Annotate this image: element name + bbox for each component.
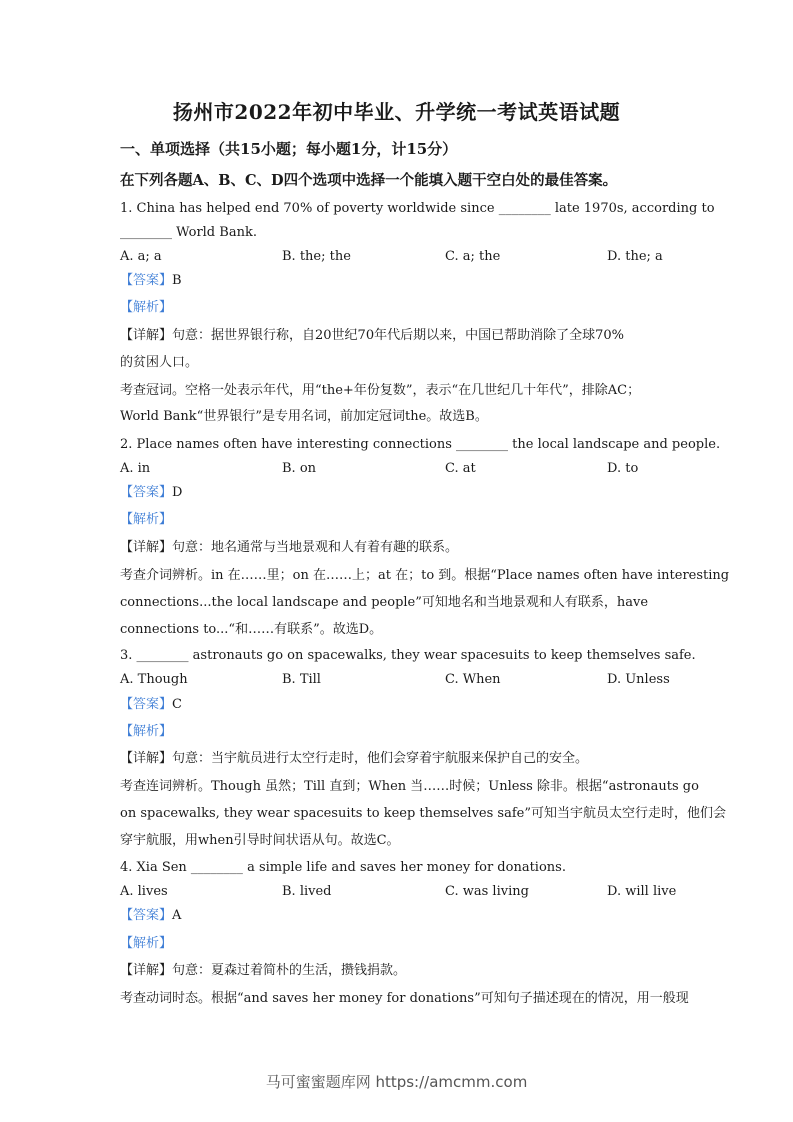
option-d: D. to	[607, 461, 639, 476]
page-title: 扬州市2022年初中毕业、升学统一考试英语试题	[172, 100, 621, 124]
detail-text: 的贫困人口。	[120, 355, 199, 370]
detail-line	[120, 750, 588, 768]
answer-tag: 【答案】	[120, 273, 173, 288]
answer-value: B	[172, 273, 182, 288]
instruction: 在下列各题A、B、C、D四个选项中选择一个能填入题干空白处的最佳答案。	[120, 172, 618, 189]
analysis-tag: 【解析】	[120, 300, 173, 315]
answer-line	[120, 484, 182, 502]
answer-tag: 【答案】	[120, 697, 173, 712]
answer-value: A	[172, 908, 182, 923]
option-a: A. in	[120, 461, 151, 476]
question-stem: 2. Place names often have interesting connections ________ the local landscape and people.	[120, 437, 721, 452]
option-c: C. at	[445, 461, 476, 476]
option-a: A. Though	[120, 672, 188, 687]
detail-line	[120, 327, 624, 345]
option-b: B. the; the	[282, 249, 351, 264]
explanation-text: 考查动词时态。根据“and saves her money for donations”可知句子描述现在的情况，用一般现	[120, 991, 689, 1006]
option-c: C. When	[445, 672, 501, 687]
explanation-text: 考查介词辨析。in 在……里；on 在……上；at 在；to 到。根据“Place names often have interesting	[120, 568, 730, 583]
section-heading: 一、单项选择（共15小题；每小题1分，计15分）	[120, 140, 458, 158]
analysis-tag: 【解析】	[120, 512, 173, 527]
detail-text: 句意：夏森过着简朴的生活，攒钱捐款。	[172, 963, 407, 978]
option-d: D. the; a	[607, 249, 663, 264]
footer-watermark: 马可蜜蜜题库网 https://amcmm.com	[265, 1073, 528, 1091]
question-stem: 3. ________ astronauts go on spacewalks, they wear spacesuits to keep themselves safe.	[120, 648, 696, 663]
detail-text: 句意：地名通常与当地景观和人有着有趣的联系。	[172, 540, 459, 555]
question-stem: ________ World Bank.	[120, 225, 257, 240]
answer-value: C	[172, 697, 182, 712]
detail-text: 句意：据世界银行称，自20世纪70年代后期以来，中国已帮助消除了全球70%	[172, 328, 624, 343]
analysis-tag: 【解析】	[120, 724, 173, 739]
question-stem: 1. China has helped end 70% of poverty worldwide since ________ late 1970s, according to	[120, 201, 715, 216]
option-b: B. on	[282, 461, 317, 476]
option-d: D. Unless	[607, 672, 670, 687]
answer-line	[120, 907, 181, 925]
detail-line	[120, 539, 458, 557]
answer-tag: 【答案】	[120, 908, 173, 923]
option-c: C. a; the	[445, 249, 501, 264]
explanation-text: 考查连词辨析。Though 虽然；Till 直到；When 当……时候；Unless 除非。根据“astronauts go	[120, 779, 699, 794]
answer-line	[120, 272, 182, 290]
detail-tag: 【详解】	[120, 751, 173, 766]
explanation-text: on spacewalks, they wear spacesuits to keep themselves safe”可知当宇航员太空行走时，他们会	[120, 806, 726, 821]
detail-text: 句意：当宇航员进行太空行走时，他们会穿着宇航服来保护自己的安全。	[172, 751, 589, 766]
option-d: D. will live	[607, 884, 677, 899]
detail-tag: 【详解】	[120, 540, 173, 555]
explanation-text: 穿宇航服，用when引导时间状语从句。故选C。	[120, 833, 400, 848]
explanation-text: World Bank“世界银行”是专用名词，前加定冠词the。故选B。	[120, 409, 488, 424]
explanation-text: 考查冠词。空格一处表示年代，用“the+年份复数”，表示“在几世纪几十年代”，排除AC；	[120, 383, 641, 398]
option-a: A. a; a	[120, 249, 162, 264]
detail-tag: 【详解】	[120, 963, 173, 978]
option-c: C. was living	[445, 884, 529, 899]
detail-tag: 【详解】	[120, 328, 173, 343]
explanation-text: connections to...“和……有联系”。故选D。	[120, 622, 383, 637]
question-stem: 4. Xia Sen ________ a simple life and saves her money for donations.	[120, 860, 566, 875]
explanation-text: connections...the local landscape and people”可知地名和当地景观和人有联系，have	[120, 595, 649, 610]
answer-value: D	[172, 485, 183, 500]
detail-line	[120, 962, 406, 980]
option-b: B. lived	[282, 884, 332, 899]
option-a: A. lives	[120, 884, 168, 899]
analysis-tag: 【解析】	[120, 936, 173, 951]
answer-line	[120, 696, 182, 714]
option-b: B. Till	[282, 672, 321, 687]
answer-tag: 【答案】	[120, 485, 173, 500]
